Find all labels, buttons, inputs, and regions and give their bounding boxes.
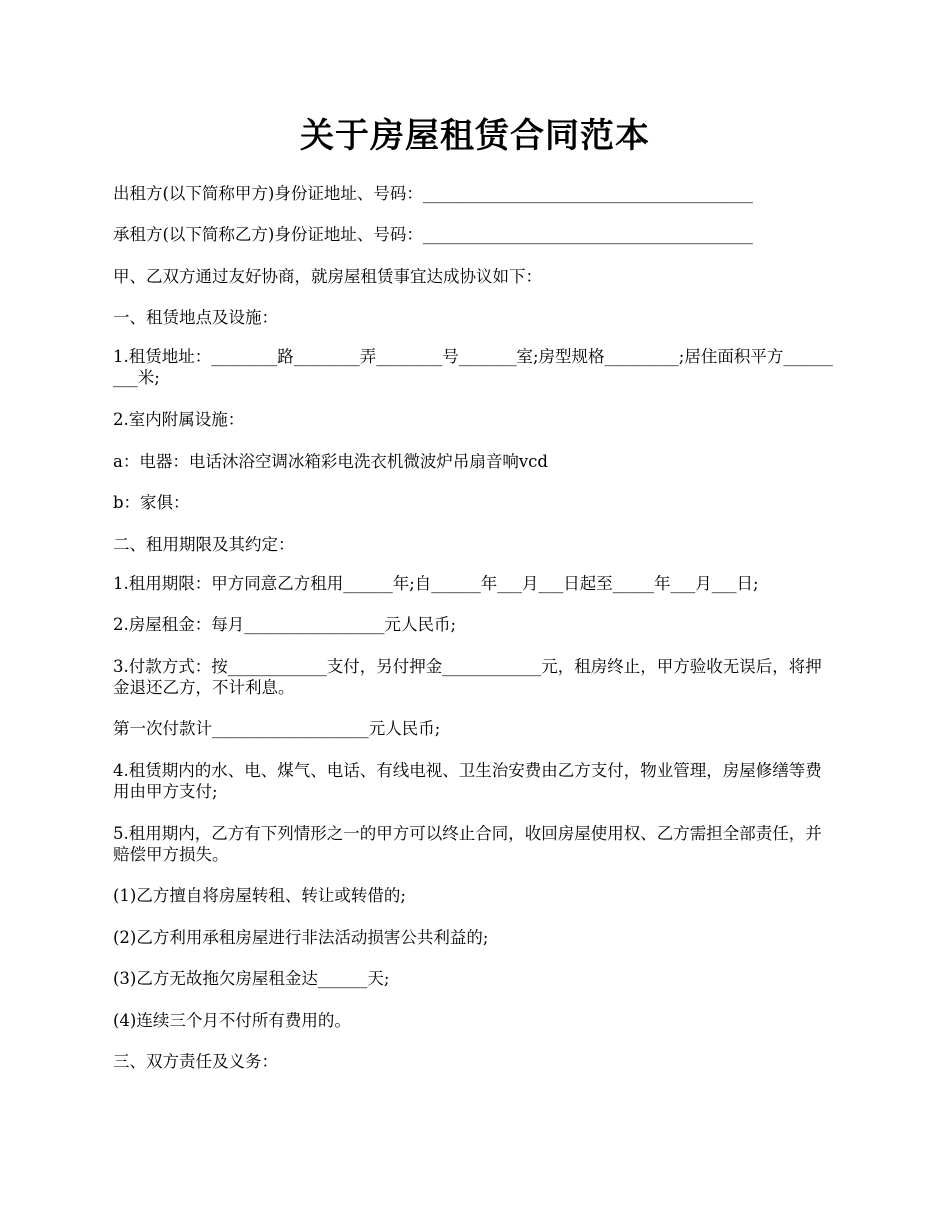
clause-rental-address: 1.租赁地址：________路________弄________号_______室;房型规格_________;居住面积平方_________米;	[113, 347, 833, 387]
termination-item-4: (4)连续三个月不付所有费用的。	[113, 1011, 351, 1030]
document-title: 关于房屋租赁合同范本	[300, 116, 650, 156]
clause-payment-method: 3.付款方式：按____________支付，另付押金____________元，租房终止，甲方验收无误后，将押金退还乙方，不计利息。	[113, 657, 822, 697]
section-heading-2: 二、租用期限及其约定：	[113, 535, 295, 554]
section-heading-3: 三、双方责任及义务：	[113, 1052, 278, 1071]
termination-item-1: (1)乙方擅自将房屋转租、转让或转借的;	[113, 886, 406, 905]
termination-item-3: (3)乙方无故拖欠房屋租金达______天;	[113, 969, 390, 988]
section-heading-1: 一、租赁地点及设施：	[113, 308, 278, 327]
clause-appliances: a：电器：电话沐浴空调冰箱彩电洗衣机微波炉吊扇音响vcd	[113, 452, 548, 471]
clause-rent: 2.房屋租金：每月_________________元人民币;	[113, 615, 457, 634]
landlord-id-line: 出租方(以下简称甲方)身份证地址、号码：________________________________________	[113, 184, 753, 203]
clause-lease-term: 1.租用期限：甲方同意乙方租用______年;自______年___月___日起至_____年___月___日;	[113, 574, 759, 593]
clause-facilities: 2.室内附属设施：	[113, 410, 245, 429]
termination-item-2: (2)乙方利用承租房屋进行非法活动损害公共利益的;	[113, 928, 489, 947]
clause-furniture: b：家俱：	[113, 493, 190, 512]
agreement-intro: 甲、乙双方通过友好协商，就房屋租赁事宜达成协议如下：	[113, 267, 542, 286]
clause-first-payment: 第一次付款计___________________元人民币;	[113, 719, 441, 738]
clause-utilities: 4.租赁期内的水、电、煤气、电话、有线电视、卫生治安费由乙方支付，物业管理，房屋修缮等费用由甲方支付;	[113, 761, 822, 801]
clause-termination: 5.租用期内，乙方有下列情形之一的甲方可以终止合同，收回房屋使用权、乙方需担全部责任，并赔偿甲方损失。	[113, 824, 822, 864]
tenant-id-line: 承租方(以下简称乙方)身份证地址、号码：________________________________________	[113, 225, 753, 244]
